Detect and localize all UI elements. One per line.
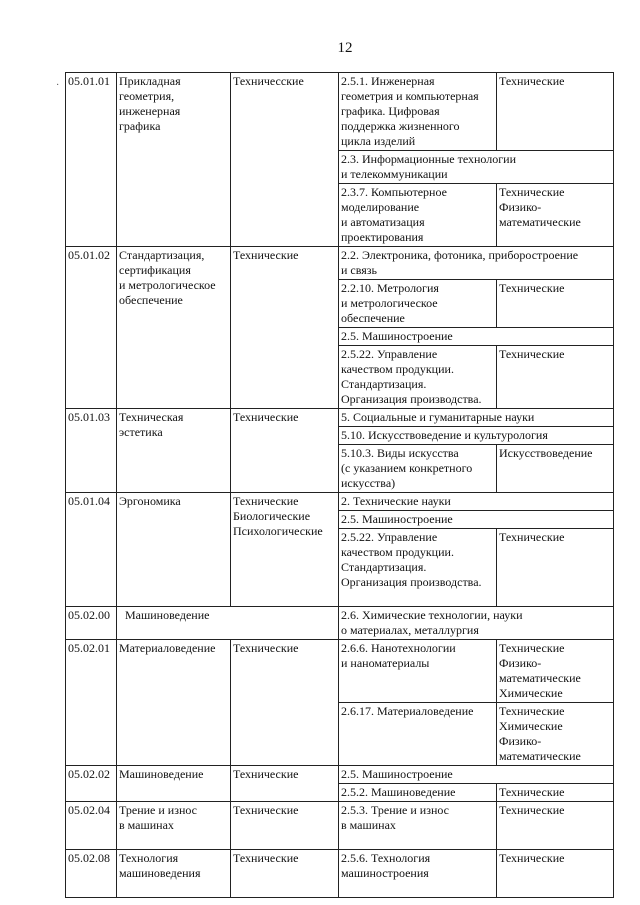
old-specialty-name-cell: Стандартизация, сертификация и метрологическое обеспечение — [117, 247, 231, 409]
old-specialty-name-cell: Машиноведение — [117, 607, 339, 640]
new-specialty-cell: 5.10. Искусствоведение и культурология — [339, 427, 614, 445]
new-specialty-cell: 5.10.3. Виды искусства (с указанием конкретного искусства) — [339, 445, 497, 493]
table-row — [66, 73, 614, 151]
science-field-cell: Технические — [231, 802, 339, 850]
new-specialty-cell: 2.5.3. Трение и износ в машинах — [339, 802, 497, 850]
page-number: 12 — [337, 40, 353, 56]
science-field-cell: Технические — [231, 409, 339, 493]
old-code-cell: 05.01.04 — [66, 493, 117, 607]
new-specialty-cell: 2.3. Информационные технологии и телекоммуникации — [339, 151, 614, 184]
new-specialty-cell: 2.3.7. Компьютерное моделирование и автоматизация проектирования — [339, 184, 497, 247]
old-specialty-name-cell: Техническая эстетика — [117, 409, 231, 493]
new-specialty-cell: 2. Технические науки — [339, 493, 614, 511]
old-specialty-name-cell: Прикладная геометрия, инженерная графика — [117, 73, 231, 247]
table-row — [66, 247, 614, 280]
science-branch-cell: Технические — [497, 784, 614, 802]
science-branch-cell: Технические — [497, 850, 614, 898]
old-code-cell: 05.02.02 — [66, 766, 117, 802]
new-specialty-cell: 2.5. Машиностроение — [339, 766, 614, 784]
old-code-cell: 05.01.01 — [66, 73, 117, 247]
science-branch-cell: Технические Химические Физико- математические — [497, 703, 614, 766]
new-specialty-cell: 2.6. Химические технологии, науки о материалах, металлургия — [339, 607, 614, 640]
new-specialty-cell: 2.5. Машиностроение — [339, 511, 614, 529]
new-specialty-cell: 2.5.1. Инженерная геометрия и компьютерная графика. Цифровая поддержка жизненного цикла изделий — [339, 73, 497, 151]
science-branch-cell: Технические — [497, 802, 614, 850]
new-specialty-cell: 2.2. Электроника, фотоника, приборостроение и связь — [339, 247, 614, 280]
science-branch-cell: Технические — [497, 73, 614, 151]
specialties-table — [65, 72, 614, 898]
science-field-cell: Технические — [231, 850, 339, 898]
table-row — [66, 409, 614, 427]
table-row — [66, 607, 614, 640]
new-specialty-cell: 2.5.2. Машиноведение — [339, 784, 497, 802]
new-specialty-cell: 2.5. Машиностроение — [339, 328, 614, 346]
science-branch-cell: Технические — [497, 529, 614, 607]
margin-mark: · — [56, 80, 60, 91]
old-specialty-name-cell: Материаловедение — [117, 640, 231, 766]
science-field-cell: Технические Биологические Психологические — [231, 493, 339, 607]
old-code-cell: 05.01.02 — [66, 247, 117, 409]
new-specialty-cell: 2.6.17. Материаловедение — [339, 703, 497, 766]
old-specialty-name-cell: Машиноведение — [117, 766, 231, 802]
old-specialty-name-cell: Эргономика — [117, 493, 231, 607]
new-specialty-cell: 2.6.6. Нанотехнологии и наноматериалы — [339, 640, 497, 703]
science-branch-cell: Технические Физико- математические Химические — [497, 640, 614, 703]
old-specialty-name-cell: Трение и износ в машинах — [117, 802, 231, 850]
old-code-cell: 05.01.03 — [66, 409, 117, 493]
science-field-cell: Технические — [231, 640, 339, 766]
science-branch-cell: Технические — [497, 346, 614, 409]
new-specialty-cell: 2.2.10. Метрология и метрологическое обеспечение — [339, 280, 497, 328]
science-field-cell: Техничесские — [231, 73, 339, 247]
science-field-cell: Технические — [231, 766, 339, 802]
new-specialty-cell: 2.5.22. Управление качеством продукции. Стандартизация. Организация производства. — [339, 529, 497, 607]
table-row — [66, 766, 614, 784]
old-code-cell: 05.02.01 — [66, 640, 117, 766]
table-row — [66, 493, 614, 511]
science-field-cell: Технические — [231, 247, 339, 409]
old-code-cell: 05.02.00 — [66, 607, 117, 640]
old-specialty-name-cell: Технология машиноведения — [117, 850, 231, 898]
new-specialty-cell: 2.5.22. Управление качеством продукции. Стандартизация. Организация производства. — [339, 346, 497, 409]
science-branch-cell: Технические — [497, 280, 614, 328]
table-row — [66, 640, 614, 703]
new-specialty-cell: 2.5.6. Технология машиностроения — [339, 850, 497, 898]
new-specialty-cell: 5. Социальные и гуманитарные науки — [339, 409, 614, 427]
old-code-cell: 05.02.04 — [66, 802, 117, 850]
old-code-cell: 05.02.08 — [66, 850, 117, 898]
table-row — [66, 802, 614, 850]
science-branch-cell: Искусствоведение — [497, 445, 614, 493]
table-row — [66, 850, 614, 898]
science-branch-cell: Технические Физико- математические — [497, 184, 614, 247]
